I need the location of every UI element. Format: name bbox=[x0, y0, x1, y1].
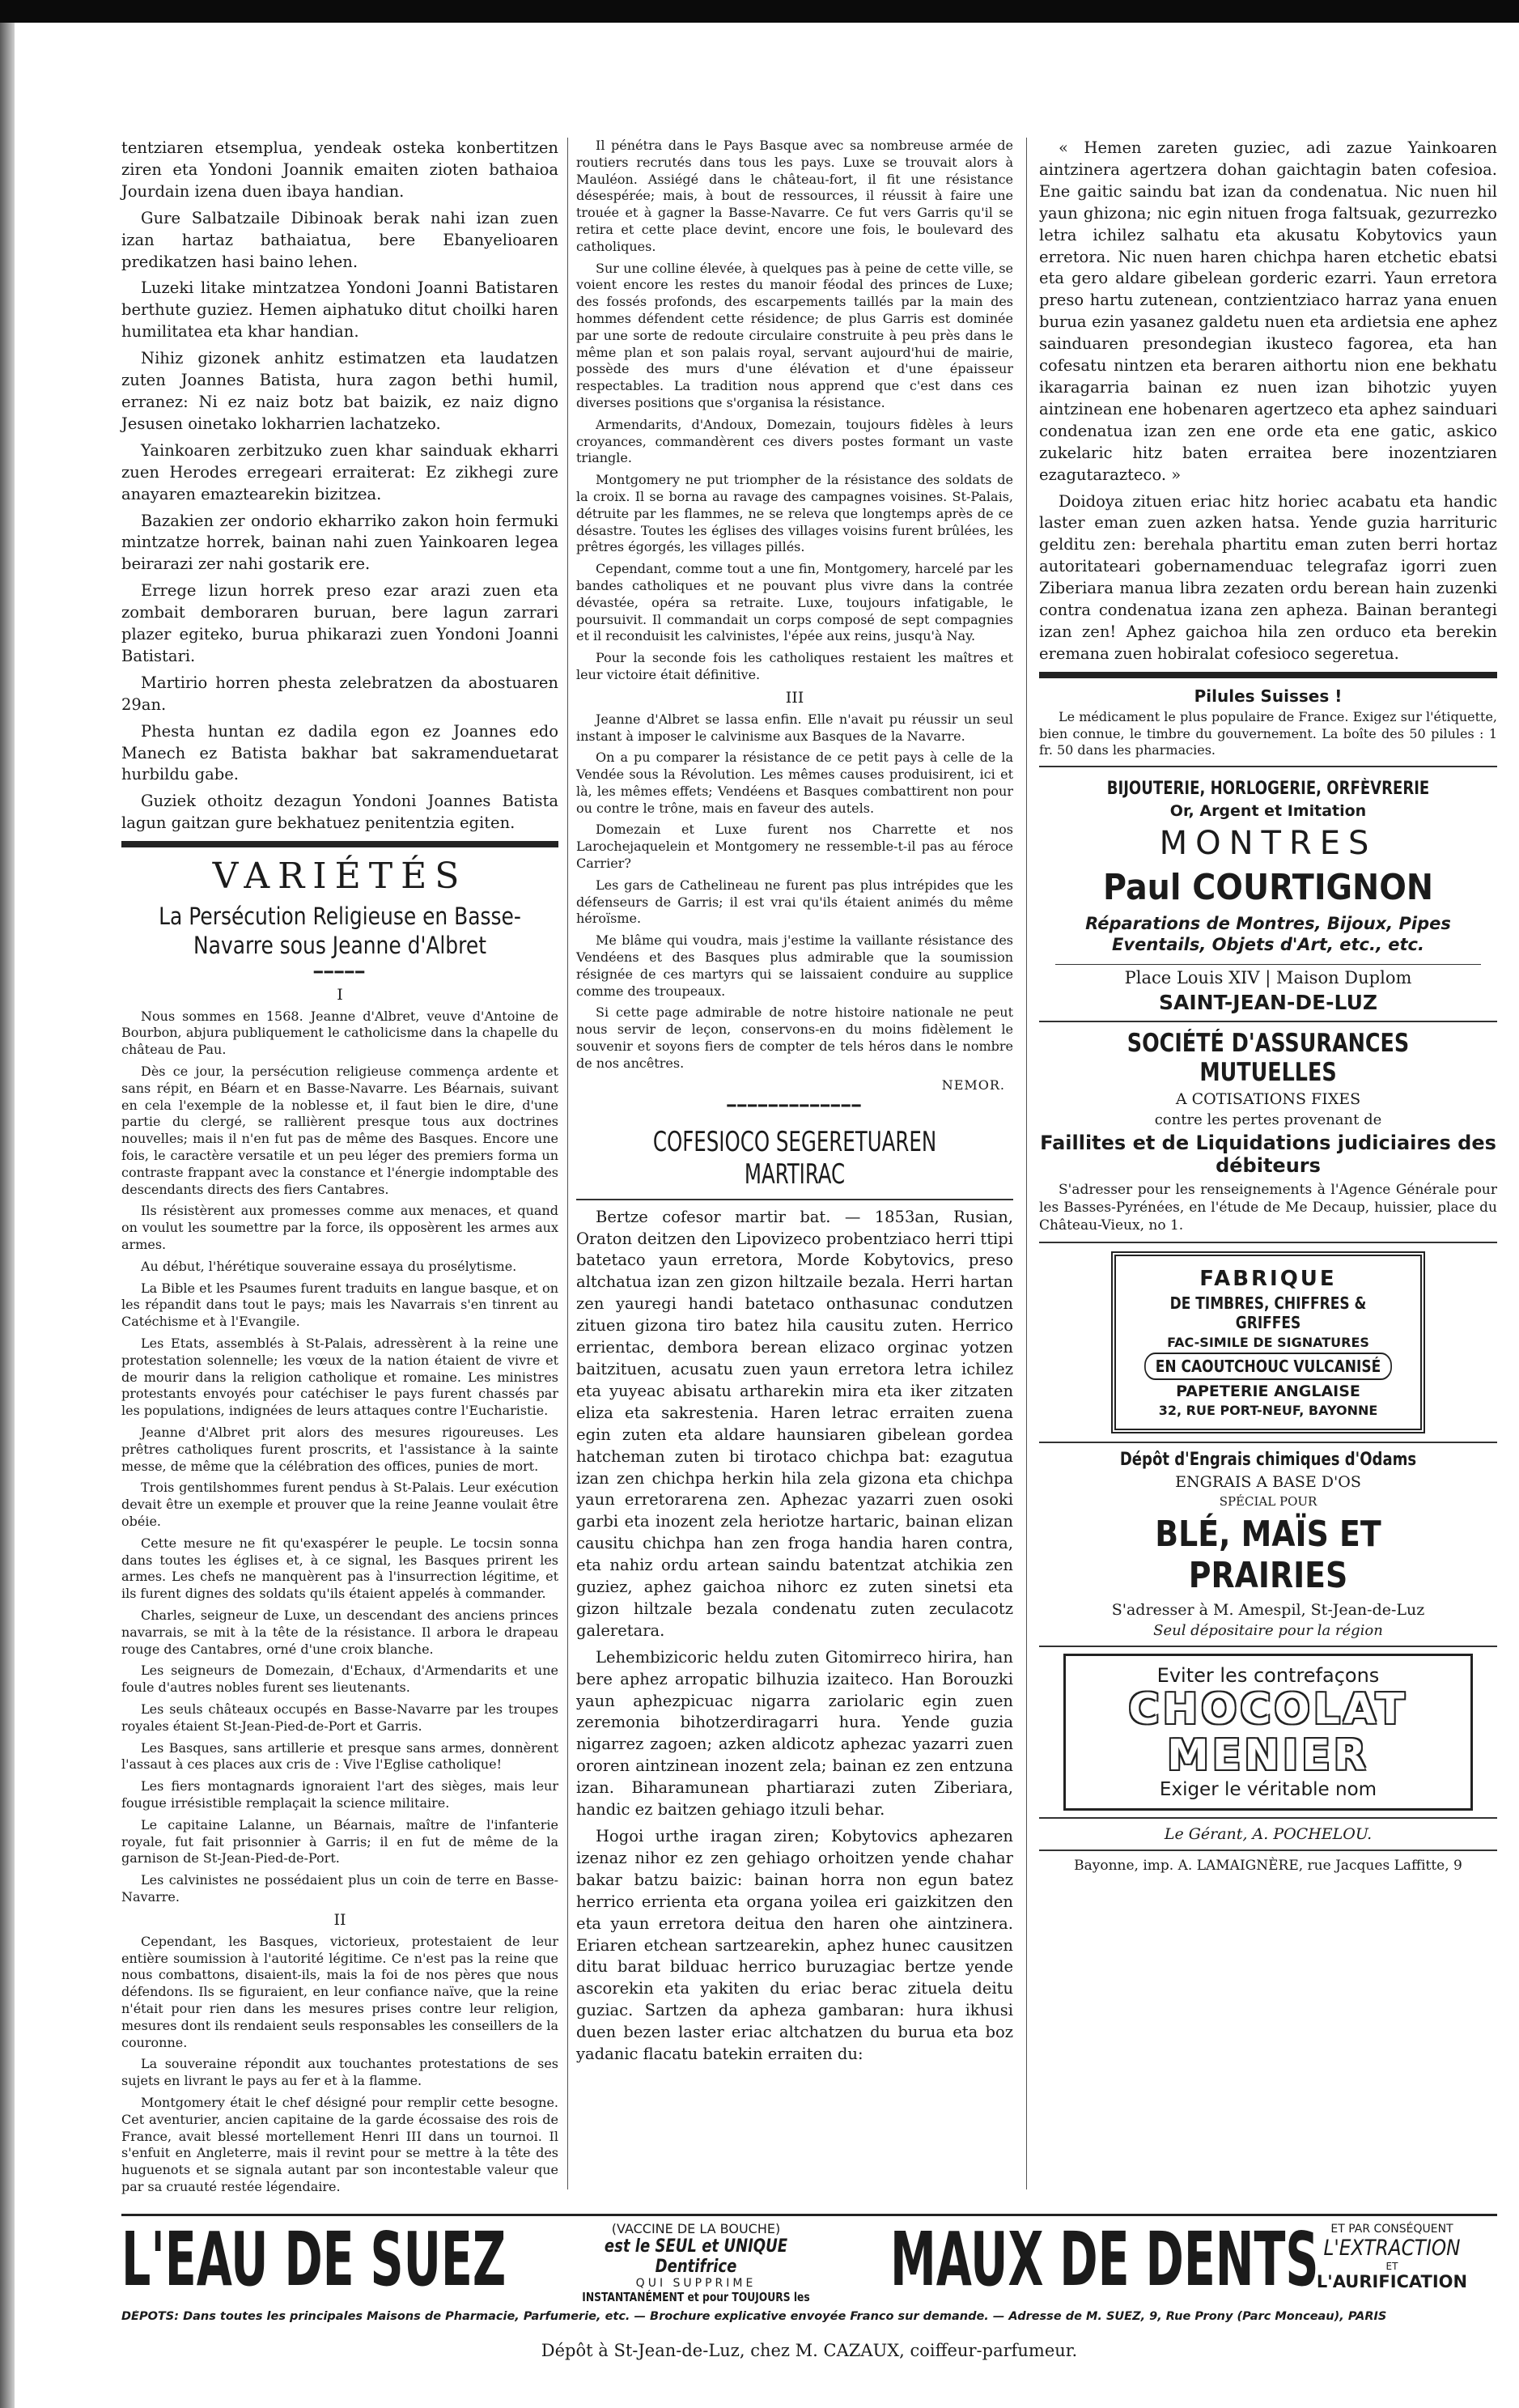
paragraph: Armendarits, d'Andoux, Domezain, toujours fidèles à leurs croyances, commandèrent ces divers postes formant un vaste triangle. bbox=[576, 416, 1013, 466]
paragraph: Les seuls châteaux occupés en Basse-Navarre par les troupes royales étaient St-Jean-Pied-de-Port et Garris. bbox=[121, 1701, 558, 1734]
part-numeral: III bbox=[785, 688, 804, 707]
paragraph: Montgomery ne put triompher de la résistance des soldats de la croix. Il se borna au ravage des campagnes voisines. St-Palais, détruite par les flammes, ne se releva que longtemps après de ce désastre. Toutes les églises des villages voisins furent brûlées, les prêtres égorgés, les villages pillés. bbox=[576, 472, 1013, 555]
ad-subtitle: Or, Argent et Imitation bbox=[1169, 802, 1367, 821]
paragraph: Luzeki litake mintzatzea Yondoni Joanni Batistaren berthute guziez. Hemen aiphatuko ditut choilki haren humilitatea eta khar handian. bbox=[121, 278, 558, 342]
paragraph: Les calvinistes ne possédaient plus un coin de terre en Basse-Navarre. bbox=[121, 1872, 558, 1905]
paragraph: Les Basques, sans artillerie et presque sans armes, donnèrent l'assaut à ces places aux cris de : Vive l'Eglise catholique! bbox=[121, 1739, 558, 1773]
paragraph: Les Etats, assemblés à St-Palais, adressèrent à la reine une protestation solennelle; les vœux de la nation étaient de vivre et de mourir dans la religion catholique et romaine. Les ministres protestants envoyés pour catéchiser le pays furent chassés par les populations, indignées de leurs attaques contre l'Eucharistie. bbox=[121, 1336, 558, 1419]
ad-divider bbox=[1039, 766, 1497, 767]
ad-title: Eviter les contrefaçons bbox=[1156, 1663, 1380, 1687]
printer-line: Bayonne, imp. A. LAMAIGNÈRE, rue Jacques Laffitte, 9 bbox=[1074, 1857, 1462, 1874]
gerant-line: Le Gérant, A. POCHELOU. bbox=[1164, 1824, 1373, 1843]
ad-address: Place Louis XIV | Maison Duplom bbox=[1124, 967, 1412, 987]
ad-line: PAPETERIE ANGLAISE bbox=[1176, 1382, 1360, 1400]
paragraph: Nous sommes en 1568. Jeanne d'Albret, veuve d'Antoine de Bourbon, abjura publiquement le catholicisme dans la chapelle du château de Pau. bbox=[121, 1008, 558, 1058]
ad-text: Le médicament le plus populaire de France. Exigez sur l'étiquette, bien connue, le timbre du gouvernement. La boîte des 50 pilules : 1 fr. 50 dans les pharmacies. bbox=[1039, 708, 1497, 758]
ad-title: SOCIÉTÉ D'ASSURANCES MUTUELLES bbox=[1127, 1028, 1410, 1087]
paragraph: Yainkoaren zerbitzuko zuen khar sainduak ekharri zuen Herodes erregeari erraiterat: Ez zikhegi zure anayaren emaztearekin bizitzea. bbox=[121, 440, 558, 503]
paragraph: Trois gentilshommes furent pendus à St-Palais. Leur exécution devait être un exemple et prouver que la reine Jeanne voulait être obéie. bbox=[121, 1480, 558, 1529]
ad-est-seul: est le SEUL et UNIQUE Dentifrice bbox=[604, 2236, 788, 2277]
column-2 bbox=[576, 138, 1013, 2070]
paragraph: Au début, l'hérétique souveraine essaya du prosélytisme. bbox=[141, 1258, 517, 1274]
paragraph: Jeanne d'Albret se lassa enfin. Elle n'avait pu réussir un seul instant à imposer le calvinisme aux Basques de la Navarre. bbox=[576, 711, 1013, 744]
ad-title: FABRIQUE bbox=[1199, 1266, 1337, 1291]
cofesio-article-continued bbox=[1039, 138, 1497, 665]
ad-vaccine: (VACCINE DE LA BOUCHE) bbox=[611, 2221, 781, 2236]
article-body-part-3 bbox=[576, 711, 1013, 1072]
ad-subtitle: ENGRAIS A BASE D'OS bbox=[1175, 1472, 1361, 1491]
part-numeral: I bbox=[337, 985, 343, 1004]
paragraph: Cependant, les Basques, victorieux, protestaient de leur entière soumission à l'autorité légitime. Ce n'est pas la reine que nous combattons, disaient-ils, mais la foi de nos pères que nous défendons. Ils se figuraient, en leur confiance naïve, que la reine n'était pour rien dans les mesures prises contre leur religion, mesures dont ils rendaient seuls responsables les conseillers de la couronne. bbox=[121, 1933, 558, 2050]
ad-bold: Faillites et de Liquidations judiciaires des débiteurs bbox=[1040, 1131, 1496, 1178]
ad-divider bbox=[1039, 1850, 1497, 1851]
paragraph: Charles, seigneur de Luxe, un descendant des anciens princes navarrais, se mit à la tête de la résistance. Il arbora le drapeau rouge des Cantabres, orné d'une croix blanche. bbox=[121, 1607, 558, 1657]
paragraph: Doidoya zituen eriac hitz horiec acabatu eta handic laster eman zuen azken hatsa. Yende guzia harrituric gelditu zen: berehala phartitu eman zuten berri hortaz autoritateari gobernamenduac telegrafaz igorri zuen Ziberiara manua libra zezaten ordu berean hain zuzenki contra condenatua izana zen apheza. Bainan berantegi izan zen! Aphez gaichoa hila zen orduco eta berekin eremana zuen hobiralat cofesioco segeretua. bbox=[1039, 491, 1497, 663]
ad-inst: INSTANTANÉMENT et pour TOUJOURS les bbox=[582, 2290, 810, 2304]
basque-intro-text bbox=[121, 138, 558, 835]
paragraph: La Bible et les Psaumes furent traduits en langue basque, et on les répandit dans tout le pays; mais les Navarrais s'en tinrent au Catéchisme et à l'Evangile. bbox=[121, 1280, 558, 1330]
article-title: COFESIOCO SEGERETUAREN MARTIRAC bbox=[652, 1125, 937, 1191]
ad-divider bbox=[1039, 1646, 1497, 1647]
ad-divider bbox=[1039, 1242, 1497, 1243]
paragraph: Phesta huntan ez dadila egon ez Joannes edo Manech ez Batista bakhar bat sakramenduetarat hurbildu gabe. bbox=[121, 721, 558, 784]
column-3 bbox=[1039, 138, 1497, 1879]
ad-middle-block bbox=[542, 2221, 850, 2304]
ad-aurification: L'AURIFICATION bbox=[1316, 2272, 1468, 2291]
ad-address: 32, RUE PORT-NEUF, BAYONNE bbox=[1158, 1402, 1378, 1418]
paragraph: Le capitaine Lalanne, un Béarnais, maître de l'infanterie royale, fut fait prisonnier à Garris; il en fut de même de la garnison de St-Jean-Pied-de-Port. bbox=[121, 1816, 558, 1867]
ad-maux-de-dents: MAUX DE DENTS bbox=[890, 2216, 1319, 2303]
ad-divider bbox=[1039, 1442, 1497, 1443]
ad-eau-de-suez: L'EAU DE SUEZ bbox=[121, 2216, 507, 2303]
ad-note: Seul dépositaire pour la région bbox=[1153, 1621, 1383, 1639]
ad-menier-word: MENIER bbox=[1167, 1731, 1369, 1780]
ad-consequent: ET PAR CONSÉQUENT bbox=[1330, 2223, 1453, 2236]
paragraph: tentziaren etsemplua, yendeak osteka konbertitzen ziren eta Yondoni Joannik emaiten zioten bathaioa Jourdain izena duen ibaya handian. bbox=[121, 138, 558, 201]
ad-depots: DÉPOTS: Dans toutes les principales Maisons de Pharmacie, Parfumerie, etc. — Brochure explicative envoyée Franco sur demande. — Adresse de M. SUEZ, 9, Rue Prony (Parc Monceau), PARIS bbox=[121, 2310, 1387, 2323]
ad-depot-local: Dépôt à St-Jean-de-Luz, chez M. CAZAUX, coiffeur-parfumeur. bbox=[541, 2341, 1078, 2360]
paragraph: Sur une colline élevée, à quelques pas à peine de cette ville, se voient encore les restes du manoir féodal des princes de Luxe; des fossés profonds, des escarpements taillés par la main des hommes défendent cette résidence; de plus Garris est dominée par une sorte de redoute circulaire construite à peu près dans le même plan et son palais royal, servant aujourd'hui de mairie, possède des murs d'une élévation et d'une épaisseur respectables. La tradition nous apprend que c'est dans ces diverses positions que s'organisa la résistance. bbox=[576, 260, 1013, 410]
cofesio-article-body bbox=[576, 1207, 1013, 2066]
ad-subtitle: A COTISATIONS FIXES bbox=[1175, 1089, 1361, 1108]
ad-chocolat-word: CHOCOLAT bbox=[1128, 1684, 1408, 1734]
paragraph: Bazakien zer ondorio ekharriko zakon hoin fermuki mintzatze horrek, bainan nahi zuen Yainkoaren legea beirarazi zer nahi gostarik ere. bbox=[121, 511, 558, 574]
paragraph: Montgomery était le chef désigné pour remplir cette besogne. Cet aventurier, ancien capitaine de la garde écossaise des rois de France, avait blessé mortellement Henri III dans un tournoi. Il s'enfuit en Angleterre, mais il revint pour se mettre à la tête des huguenots et se signala autant par son incontestable valeur que par sa cruauté restée légendaire. bbox=[121, 2094, 558, 2194]
paragraph: Les gars de Cathelineau ne furent pas plus intrépides que les défenseurs de Garris; il est vrai qu'ils étaient animés du même héroïsme. bbox=[576, 877, 1013, 927]
ornament-divider: ━━━━━ bbox=[313, 963, 367, 981]
paragraph: Nihiz gizonek anhitz estimatzen eta laudatzen zuten Joannes Batista, hura zagon bethi humil, erranez: Ni ez naiz botz bat baizik, ez naiz digno Jesusen oinetako lokharrien lachatzeko. bbox=[121, 349, 558, 433]
paragraph: Me blâme qui voudra, mais j'estime la vaillante résistance des Vendéens et des Basques plus admirable que la soumission résignée de ces martyrs qui se laissaient conduire au supplice comme des troupeaux. bbox=[576, 932, 1013, 999]
ad-extraction: L'EXTRACTION bbox=[1323, 2236, 1461, 2261]
paragraph: Lehembizicoric heldu zuten Gitomirreco hirira, han bere aphez arropatic bilhuzia izaiteco. Han Borouzki yaun aphezpicuac nigarra zariolaric egin zuen zeremonia bihotzerdiragarri hura. Yende guzia nigarrez zagoen; azken aldicotz aphezac yazarri zuen ororen aintzinean inozent zela; bainan ez zen entzuna izan. Biharamunean phartiarazi zuten Ziberiara, handic ez baitzen gehiago itzuli behar. bbox=[576, 1647, 1013, 1820]
paragraph: Bertze cofesor martir bat. — 1853an, Rusian, Oraton deitzen den Lipovizeco probentziaco herri ttipi batetaco yaun erretora, Morde Kobytovics, preso altchatua izan zen gizon hiltzaile bezala. Herri hartan zen yauregi handi batetaco onthasunac condutzen zituen gizona tiro batez hila causitu zuten. Herrico errientac, dembora berean elizaco orginac yotzen baitzituen, acusatu zuen yaun erretora letra ichilez eta yuyeac abisatu artharekin mira eta iker zitzaten eliza eta sakrestenia. Haren letrac erraiten zuena egin zuten eta aldare haunsiaren gibelean gordea hatcheman zuten bi tirotaco chichpa bat: ezagutua izan zen chichpa herkin hila zela gizona eta chichpa yaun erretorarena zen. Aphezac yazarri zuen osoki garbi eta inozent zela heriotze hartaric, bainan elizan causitu chichpa han zen froga handia haren contra, eta nahiz ordu artean saindu batentzat atchikia zen guziez, aphez gaichoa nihorc ez zuten sinetsi eta gizon hiltzale bezala condenatu zuten zeculacotz galeretara. bbox=[576, 1207, 1013, 1640]
ad-fabrique-timbres bbox=[1111, 1251, 1425, 1433]
ad-services: Réparations de Montres, Bijoux, Pipes Eventails, Objets d'Art, etc., etc. bbox=[1085, 914, 1451, 955]
article-body-continued bbox=[576, 138, 1013, 684]
ad-title: Dépôt d'Engrais chimiques d'Odams bbox=[1119, 1449, 1417, 1470]
ad-pilules-suisses bbox=[1039, 686, 1497, 759]
paragraph: Cependant, comme tout a une fin, Montgomery, harcelé par les bandes catholiques et ne pouvant plus vivre dans la contrée dévastée, opéra sa retraite. Luxe, toujours infatigable, le poursuivit. Il commandait un corps composé de sept compagnies et il reconduisit les calvinistes, l'épée aux reins, jusqu'à Nay. bbox=[576, 561, 1013, 644]
ad-special: SPÉCIAL POUR bbox=[1219, 1493, 1317, 1509]
ad-engrais-odams bbox=[1039, 1450, 1497, 1639]
ad-city: SAINT-JEAN-DE-LUZ bbox=[1158, 990, 1378, 1014]
scan-left-shadow bbox=[0, 23, 15, 2408]
ad-et: ET bbox=[1385, 2261, 1398, 2272]
title-rule bbox=[576, 1199, 1013, 1200]
ad-big-text: BLÉ, MAÏS ET PRAIRIES bbox=[1155, 1513, 1381, 1596]
author-signature: NEMOR. bbox=[941, 1077, 1005, 1093]
ornament-divider: ━━━━━━━━━━━━━ bbox=[727, 1097, 863, 1115]
scan-top-border bbox=[0, 0, 1519, 23]
paragraph: « Hemen zareten guziec, adi zazue Yainkoaren aintzinera agertzera dohan gaichtagin baten cofesioa. Ene gaitic saindu bat izan da condenatua. Nic nuen hil yaun ghizona; nic egin nituen froga faltsuak, gezurrezko letra ichilez salhatu eta akusatu Kobytovics yaun erretora. Nic nuen haren chichpa haren etchetic ebatsi eta gero aldare gibelean gorderic ezarri. Yaun erretora preso hartu zutenean, contzientziaco harraz yana enuen burua ezin yasanez galdetu nuen eta ardietsia ene aphez sainduaren presondegian ikusteco fagorea, eta han cofesatu nintzen eta beraren aithortu nion ene bekhatu ikaragarria bainan ez nuen izan bihotzic yuyen aintzinean ene hobenaren agertzeco eta aphez sainduari condenatua izan zen ene orde eta ene gatic, askico zukelaric hitz baten erraitea bere inozentziaren ezagutarazteco. » bbox=[1039, 138, 1497, 484]
paragraph: Jeanne d'Albret prit alors des mesures rigoureuses. Les prêtres catholiques furent proscrits, et l'assistance à la sainte messe, de même que la célébration des offices, punies de mort. bbox=[121, 1425, 558, 1474]
paragraph: Il pénétra dans le Pays Basque avec sa nombreuse armée de routiers recrutés dans tous les pays. Luxe se trouvait alors à Mauléon. Assiégé dans le château-fort, il fit une résistance désespérée; mais, à bout de ressources, il réussit à faire une trouée et à gagner la Basse-Navarre. Ce fut vers Garris qu'il se retira et cette place devint, encore une fois, le boulevard des catholiques. bbox=[576, 138, 1013, 254]
paragraph: Cette mesure ne fit qu'exaspérer le peuple. Le tocsin sonna dans toutes les églises et, à ce signal, les Basques prirent les armes. Les chefs ne manquèrent pas à l'insurrection légitime, et ils furent dignes des soldats qu'ils étaient appelés à commander. bbox=[121, 1535, 558, 1602]
article-title-line-1: La Persécution Religieuse en Basse- bbox=[159, 902, 521, 931]
paragraph: Dès ce jour, la persécution religieuse commença ardente et sans répit, en Béarn et en Basse-Navarre. Les Béarnais, suivant en cela l'exemple de la noblesse et, il faut bien le dire, d'une partie du clergé, se rallièrent presque tous aux doctrines nouvelles; mais il n'en fut pas de même des Basques. Encore une fois, le caractère versatile et un peu léger des premiers forma un contraste frappant avec la constance et l'énergie indomptable des descendants directs des fiers Cantabres. bbox=[121, 1064, 558, 1197]
ad-montres: MONTRES bbox=[1159, 825, 1377, 863]
ad-address: S'adresser à M. Amespil, St-Jean-de-Luz bbox=[1111, 1600, 1425, 1619]
ad-text: S'adresser pour les renseignements à l'Agence Générale pour les Basses-Pyrénées, en l'étude de Me Decaup, huissier, place du Château-Vieux, no 1. bbox=[1039, 1182, 1497, 1234]
ad-divider bbox=[1039, 1817, 1497, 1819]
ad-line: contre les pertes provenant de bbox=[1154, 1111, 1382, 1128]
article-body-part-2 bbox=[121, 1934, 558, 2196]
paragraph: Hogoi urthe iragan ziren; Kobytovics aphezaren izenaz nihor ez zen gehiago orhoitzen yende chahar bakar batzu baizic: bainan horra non egun batez herrico errienta eta organa yoilea eri gaizkitzen den eta yaun erretora deitua den haren ohe aintzinera. Eriaren etchean sartzearekin, aphez hunec causitzen ditu barat bilduac herrico buruzagiac bertze yende ascorekin eta yakiten du eriac berac zituela deitu guziac. Sartzen da apheza gambaran: hura ikhusi duen bezen laster eriac altchatzen du burua eta boz yadanic flacatu batekin erraiten du: bbox=[576, 1827, 1013, 2064]
article-title-line-2: Navarre sous Jeanne d'Albret bbox=[193, 932, 486, 960]
paragraph: Pour la seconde fois les catholiques restaient les maîtres et leur victoire était définitive. bbox=[576, 650, 1013, 682]
paragraph: Gure Salbatzaile Dibinoak berak nahi izan zuen izan hartaz bathaiatua, bere Ebanyelioaren predikatzen hasi baino lehen. bbox=[121, 208, 558, 271]
section-divider bbox=[121, 841, 558, 847]
section-divider bbox=[1039, 672, 1497, 678]
article-title bbox=[152, 902, 528, 961]
ad-bijouterie-courtignon bbox=[1039, 779, 1497, 1014]
paragraph: On a pu comparer la résistance de ce petit pays à celle de la Vendée sous la Révolution. Les mêmes causes produisirent, ici et là, les mêmes effets; Vendéens et Basques combattirent non pour ou contre le trône, mais en faveur des autels. bbox=[576, 750, 1013, 816]
ad-line: DE TIMBRES, CHIFFRES & GRIFFES bbox=[1169, 1293, 1367, 1332]
paragraph: Errege lizun horrek preso ezar arazi zuen eta zombait demboraren buruan, bere lagun zarrari plazer egiteko, burua phikarazi zuen Yondoni Joanni Batistari. bbox=[121, 581, 558, 665]
article-body-part-1 bbox=[121, 1009, 558, 1906]
ad-societe-assurances bbox=[1039, 1029, 1497, 1235]
ad-right-block bbox=[1287, 2223, 1497, 2291]
part-numeral: II bbox=[333, 1910, 346, 1929]
newspaper-page bbox=[121, 138, 1497, 2291]
paragraph: Les fiers montagnards ignoraient l'art des sièges, mais leur fougue irrésistible remplaçait la science militaire. bbox=[121, 1778, 558, 1811]
ad-chocolat-menier bbox=[1063, 1654, 1473, 1811]
column-rule bbox=[1026, 138, 1027, 2189]
paragraph: Les seigneurs de Domezain, d'Echaux, d'Armendarits et une foule d'autres nobles furent ses lieutenants. bbox=[121, 1663, 558, 1696]
paragraph: La souveraine répondit aux touchantes protestations de ses sujets en livrant le pays au fer et à la flamme. bbox=[121, 2056, 558, 2089]
column-1 bbox=[121, 138, 558, 2201]
paragraph: Martirio horren phesta zelebratzen da abostuaren 29an. bbox=[121, 673, 558, 714]
ad-line: FAC-SIMILE DE SIGNATURES bbox=[1167, 1334, 1369, 1350]
ad-title: Pilules Suisses ! bbox=[1194, 686, 1343, 706]
column-rule bbox=[567, 138, 568, 2189]
section-heading: VARIÉTÉS bbox=[212, 856, 468, 898]
ad-line: EN CAOUTCHOUC VULCANISÉ bbox=[1144, 1353, 1392, 1380]
paragraph: Domezain et Luxe furent nos Charrette et nos Larochejaquelein et Montgomery ne ressemble-t-il pas au féroce Carrier? bbox=[576, 822, 1013, 872]
ad-subtitle: Exiger le véritable nom bbox=[1159, 1778, 1377, 1800]
paragraph: Ils résistèrent aux promesses comme aux menaces, et quand on voulut les soumettre par la force, ils opposèrent les armes aux armes. bbox=[121, 1203, 558, 1253]
ad-divider bbox=[1039, 1021, 1497, 1022]
paragraph: Guziek othoitz dezagun Yondoni Joannes Batista lagun gaitzan gure bekhatuez penitentzia egiten. bbox=[121, 792, 558, 833]
ad-qui: QUI SUPPRIME bbox=[635, 2277, 757, 2290]
footer-ad-suez bbox=[121, 2216, 1497, 2406]
ad-title: BIJOUTERIE, HORLOGERIE, ORFÈVRERIE bbox=[1106, 779, 1430, 800]
ad-name: Paul COURTIGNON bbox=[1102, 867, 1434, 909]
paragraph: Si cette page admirable de notre histoire nationale ne peut nous servir de leçon, conservons-en du moins fidèlement le souvenir et soyons fiers de compter de tels héros dans le nombre de nos ancêtres. bbox=[576, 1004, 1013, 1071]
